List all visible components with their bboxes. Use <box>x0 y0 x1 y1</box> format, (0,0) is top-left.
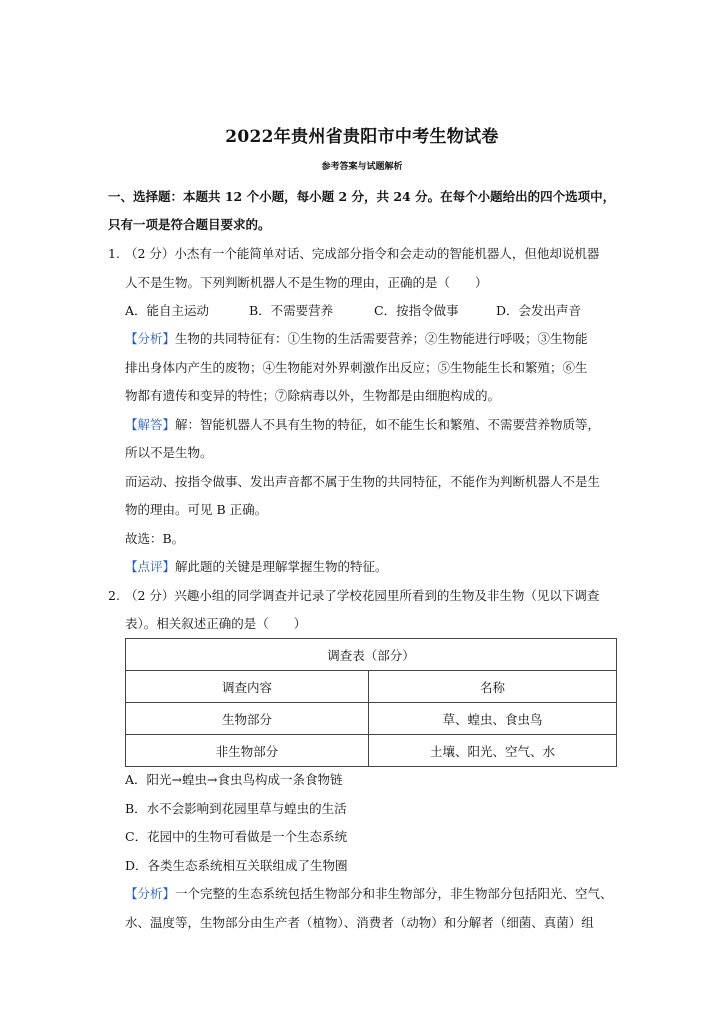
q1-number: 1. <box>108 246 120 261</box>
q1-answer-line2: 所以不是生物。 <box>125 445 213 460</box>
q1-analysis-line1 <box>125 331 588 347</box>
table-cell: 非生物部分 <box>126 735 369 767</box>
q1-analysis-tag: 【分析】 <box>125 331 176 346</box>
q2-option-b: B．水不会影响到花园里草与蝗虫的生活 <box>125 801 347 816</box>
q1-comment-line <box>125 559 388 575</box>
q2-option-d: D．各类生态系统相互关联组成了生物圈 <box>125 858 348 873</box>
table-row <box>126 735 617 767</box>
q1-answer-line1 <box>125 417 600 433</box>
q1-option-a: A．能自主运动 <box>125 303 210 318</box>
table-header-cell: 名称 <box>369 671 617 703</box>
q2-option-a: A．阳光→蝗虫→食虫鸟构成一条食物链 <box>125 772 343 787</box>
q1-option-d: D．会发出声音 <box>496 303 582 318</box>
table-caption-row <box>126 639 617 671</box>
q1-answer-line3: 而运动、按指令做事、发出声音都不属于生物的共同特征，不能作为判断机器人不是生 <box>125 474 601 489</box>
q1-option-c: C．按指令做事 <box>374 303 459 318</box>
q1-answer-tag: 【解答】 <box>125 417 176 432</box>
q1-analysis-line2: 排出身体内产生的废物；④生物能对外界刺激作出反应；⑤生物能生长和繁殖；⑥生 <box>125 360 588 375</box>
q2-option-c: C．花园中的生物可看做是一个生态系统 <box>125 829 348 844</box>
survey-table <box>125 638 617 767</box>
table-row <box>126 703 617 735</box>
table-header-row <box>126 671 617 703</box>
q1-option-b: B．不需要营养 <box>249 303 334 318</box>
q1-comment-tag: 【点评】 <box>125 559 176 574</box>
q1-stem-line1: （2 分）小杰有一个能简单对话、完成部分指令和会走动的智能机器人，但他却说机器 <box>125 246 600 261</box>
q1-analysis-line3: 物都有遗传和变异的特性；⑦除病毒以外，生物都是由细胞构成的。 <box>125 388 501 403</box>
q1-answer-text1: 解：智能机器人不具有生物的特征，如不能生长和繁殖、不需要营养物质等， <box>175 417 601 432</box>
page-subtitle: 参考答案与试题解析 <box>321 162 403 172</box>
table-cell: 生物部分 <box>126 703 369 735</box>
q1-answer-line4: 物的理由。可见 B 正确。 <box>125 502 268 517</box>
table-cell: 土壤、阳光、空气、水 <box>369 735 617 767</box>
q1-stem-line2: 人不是生物。下列判断机器人不是生物的理由，正确的是（ ） <box>125 275 488 290</box>
table-caption: 调查表（部分） <box>126 639 617 671</box>
table-cell: 草、蝗虫、食虫鸟 <box>369 703 617 735</box>
section-heading-line1: 一、选择题：本题共 12 个小题，每小题 2 分，共 24 分。在每个小题给出的四个选项中， <box>108 189 616 204</box>
table-header-cell: 调查内容 <box>126 671 369 703</box>
q2-stem-line1: （2 分）兴趣小组的同学调查并记录了学校花园里所看到的生物及非生物（见以下调查 <box>125 588 600 603</box>
q2-analysis-line2: 水、温度等，生物部分由生产者（植物）、消费者（动物）和分解者（细菌、真菌）组 <box>125 915 594 930</box>
q2-number: 2. <box>108 588 120 603</box>
q2-analysis-text1: 一个完整的生态系统包括生物部分和非生物部分，非生物部分包括阳光、空气、 <box>175 886 613 901</box>
q1-analysis-text1: 生物的共同特征有：①生物的生活需要营养；②生物能进行呼吸；③生物能 <box>175 331 588 346</box>
q1-comment-text: 解此题的关键是理解掌握生物的特征。 <box>175 559 388 574</box>
q2-analysis-line1 <box>125 886 613 902</box>
q2-analysis-tag: 【分析】 <box>125 886 176 901</box>
page-title: 2022年贵州省贵阳市中考生物试卷 <box>225 127 499 147</box>
q1-choice: 故选：B。 <box>125 531 185 546</box>
q2-stem-line2: 表）。相关叙述正确的是（ ） <box>125 616 307 631</box>
section-heading-line2: 只有一项是符合题目要求的。 <box>108 217 271 232</box>
